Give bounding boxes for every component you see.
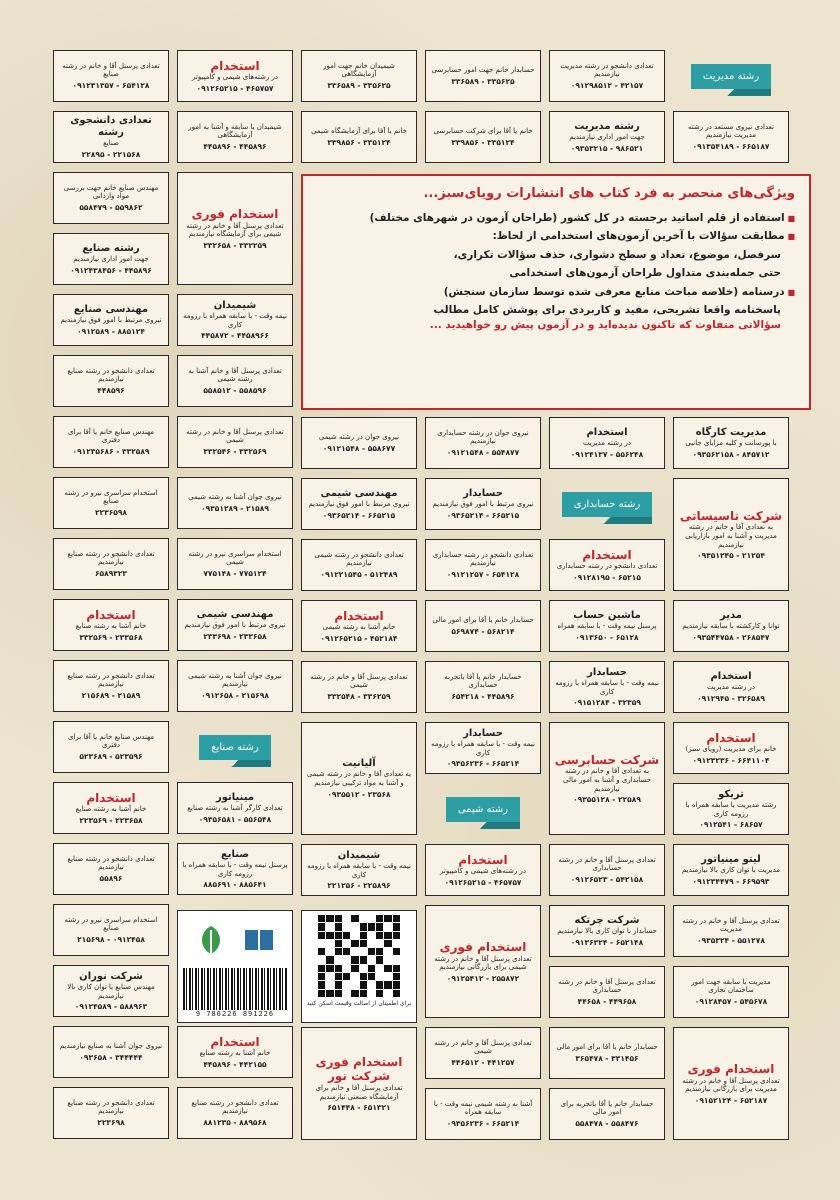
ad-phone: ۰۹۳۵۶۲۱۵۸ - ۸۴۵۷۱۲: [692, 449, 770, 459]
job-ad-card: [177, 294, 293, 346]
ad-text: خانم یا آقا برای آزمایشگاه شیمی: [311, 127, 407, 136]
ad-text: نیروی مرتبط با امور فوق نیازمندیم: [308, 500, 410, 509]
ad-text: حسابدار با توان کاری بالا نیازمندیم: [557, 927, 657, 936]
ad-phone: ۰۹۳۵۳۲۱۵ - ۹۸۶۵۲۱: [570, 143, 644, 153]
job-ad-card: [177, 538, 293, 590]
ad-title: حسابدار: [463, 727, 503, 739]
feature-highlight: سؤالاتی متفاوت که تاکنون ندیده‌اید و در آزمون پیش رو خواهیدید ...: [429, 319, 781, 332]
job-ad-card: [673, 905, 789, 957]
ad-title: شیمیدان: [213, 299, 257, 311]
ad-phone: ۰۹۱۲۱۵۴۸ - ۵۵۴۸۷۷: [446, 447, 520, 457]
job-ad-card: [177, 599, 293, 651]
job-ad-card: [53, 1026, 169, 1078]
ad-phone: ۰۹۱۲۶۵۲۱۵ - ۴۶۵۷۵۷: [196, 84, 274, 93]
ad-text: مدیریت با سابقه جهت امور ساختمان تجاری: [691, 977, 771, 995]
ad-title: ماشین حساب: [573, 610, 641, 622]
ad-title: استخدام: [710, 671, 752, 683]
job-ad-card: [673, 417, 789, 469]
ad-text: تعدادی دانشجو در رشته شیمی نیازمندیم: [314, 550, 404, 568]
job-ad-card: [301, 661, 417, 713]
ad-text: تعدادی پرسنل آقا و خانم در رشته حسابداری: [558, 977, 656, 995]
ad-text: تعدادی دانشجو در رشته صنایع نیازمندیم: [67, 366, 155, 384]
ad-text: تعدادی دانشجو در رشته صنایع نیازمندیم: [191, 1098, 279, 1116]
job-ad-card: [53, 721, 169, 773]
ad-text: نیروی مرتبط با امور فوق نیازمندیم: [432, 500, 534, 509]
ad-text: به تعدادی آقا و خانم در رشته شیمی و آشنا به مواد ترکیبی نیازمندیم: [306, 770, 412, 788]
ad-title: شرکت حسابرسی: [554, 752, 660, 767]
ad-text: خانم برای مدیریت (رویای سبز): [685, 745, 777, 754]
ad-text: توانا و کارکشته با سابقه نیازمندیم: [682, 622, 780, 631]
ad-phone: ۲۱۵۶۸۹ - ۲۱۵۸۹: [81, 690, 141, 700]
ad-phone: ۳۳۹۸۵۶ - ۳۳۵۱۲۴: [327, 137, 391, 147]
ad-title: صنایع: [220, 848, 250, 860]
ad-text: پرسنل نیمه وقت - با سابقه همراه: [557, 622, 657, 631]
job-ad-card: [673, 966, 789, 1018]
ad-phone: ۰۹۱۳۶۵۰ - ۶۵۱۲۸: [575, 632, 639, 642]
ad-title: مدیریت کارگاه: [695, 427, 767, 439]
ad-text: حسابدار خانم یا آقا باتجربه برای امور مالی: [560, 1099, 654, 1117]
ad-phone: ۳۳۶۵۸۹ - ۳۳۵۶۲۵: [451, 76, 515, 86]
job-ad-card: [301, 50, 417, 102]
ad-phone: ۰۹۳۵۶۵۸۱ - ۵۵۶۵۴۸: [198, 814, 272, 824]
ad-text: تعدادی دانشجو در رشته مدیریت نیازمندیم: [560, 61, 654, 79]
ad-phone: ۲۱۵۶۹۸ - ۰۹۱۲۴۵۸: [77, 934, 145, 944]
ad-text: مهندس صنایع با توان کاری بالا نیازمندیم: [67, 982, 155, 1000]
ad-text: خانم آشنا به رشته صنایع: [75, 805, 147, 814]
ad-text: تعدادی پرسنل آقا و خانم آشنا به رشته شیمی: [188, 366, 282, 384]
ad-text: تعدادی پرسنل آقا و خانم در رشته شیمی: [434, 1038, 532, 1056]
ad-text: حسابدار خانم یا آقا باتجربه حسابداری: [444, 672, 522, 690]
ad-title: استخدام: [706, 730, 756, 745]
job-ad-card: [425, 722, 541, 774]
ad-phone: ۰۹۱۲۳۱۳۵۷ - ۶۵۴۱۲۸: [72, 80, 150, 90]
ad-text: نیمه وقت - با سابقه همراه با رزومه کاری: [431, 739, 535, 757]
ad-phone: ۰۹۳۵۴۴۷۵۸ - ۲۶۸۵۴۷: [692, 632, 770, 642]
ad-phone: ۲۳۳۶۹۸ - ۲۳۳۶۵۸: [203, 631, 267, 641]
ad-title: استخدام: [210, 58, 260, 73]
ad-title: مینیاتور: [216, 792, 254, 804]
ad-title: لیتو مینیاتور: [701, 854, 761, 866]
ad-text: با پورسانت و کلیه مزایای جانبی: [685, 439, 777, 448]
ad-phone: ۴۴۶۵۱۲ - ۴۴۱۲۵۷: [451, 1057, 515, 1067]
job-ad-card: [53, 111, 169, 163]
job-ad-card: [549, 661, 665, 713]
ad-title: شرکت چرتکه: [574, 915, 640, 927]
ad-phone: ۰۹۱۲۸۴۵۷ - ۵۴۵۶۷۸: [694, 996, 768, 1006]
ad-text: نیمه وقت - با سابقه همراه با رزومه کاری: [555, 678, 659, 696]
features-title: ویژگی‌های منحصر به فرد کتاب های انتشارات رویای‌سبز...: [423, 186, 795, 201]
ad-phone: ۰۹۳۵۱۲۸۹ - ۲۱۵۸۹: [201, 503, 269, 513]
job-ad-card: [549, 966, 665, 1018]
job-ad-card: [177, 477, 293, 529]
category-ribbon: [673, 50, 789, 102]
ad-phone: ۳۶۵۴۷۸ - ۳۳۱۴۵۶: [575, 1053, 639, 1063]
ad-phone: ۰۹۱۳۵۴۱۸۹ - ۶۶۵۱۸۷: [692, 141, 770, 151]
job-ad-card: [549, 600, 665, 652]
ad-text: نیروی مرتبط با امور فوق نیازمندیم: [60, 316, 162, 325]
category-ribbon: [177, 721, 293, 773]
job-ad-card: [53, 782, 169, 834]
ad-title: استخدام: [210, 1034, 260, 1049]
job-ad-card: [425, 905, 541, 1018]
ad-phone: ۳۳۲۵۴۸ - ۳۳۶۲۵۹: [327, 691, 391, 701]
ad-text: به تعدادی آقا و خانم در رشته مدیریت و آشنا به امور بازاریابی نیازمندیم: [685, 523, 777, 549]
feature-item: ■ درسنامه (خلاصه مباحث منابع معرفی شده توسط سازمان سنجش): [317, 283, 795, 301]
ad-phone: ۲۲۳۵۶۹ - ۲۲۳۶۵۸: [79, 816, 143, 825]
ad-title: استخدام فوری: [439, 940, 527, 955]
ad-phone: ۴۴۶۵۸ - ۴۴۹۶۵۸: [577, 996, 637, 1006]
ad-phone: ۳۳۹۸۵۶ - ۳۳۵۱۲۴: [451, 137, 515, 147]
ad-phone: ۰۹۱۲۴۳۸۴۵۶ - ۴۴۵۸۹۶: [70, 265, 152, 275]
job-ad-card: [301, 539, 417, 591]
category-ribbon: [425, 783, 541, 835]
ad-text: در رشته‌های شیمی و کامپیوتر: [192, 73, 278, 82]
ad-text: حسابدار خانم یا آقا برای امور مالی: [432, 616, 534, 625]
qr-code-icon: [318, 915, 400, 997]
job-ad-card: [301, 417, 417, 469]
ad-text: نیروی جوان آشنا به رشته شیمی: [188, 493, 282, 502]
ad-phone: ۰۹۱۲۶۵۲۱۵ - ۴۵۲۱۸۴: [320, 634, 398, 643]
publisher-logos: [191, 915, 279, 964]
ad-text: خانم یا آقا برای شرکت حسابرسی: [433, 127, 533, 136]
ad-phone: ۰۹۳۵۳۲۴ - ۵۵۱۲۷۸: [697, 935, 765, 945]
job-ad-card: [177, 660, 293, 712]
job-ad-card: [53, 538, 169, 590]
qr-code-block[interactable]: [301, 910, 417, 1023]
ad-phone: ۰۹۳۶۵۲۱۴ - ۶۶۵۲۱۵: [446, 510, 520, 520]
ad-title: حسابدار: [463, 488, 503, 500]
ad-phone: ۰۹۳۵۵۱۲ - ۲۳۵۶۸: [327, 789, 391, 799]
ribbon-label: رشته مدیریت: [691, 64, 771, 89]
book-logo-icon: [239, 920, 279, 960]
ad-text: جهت امور اداری نیازمندیم: [569, 133, 645, 142]
job-ad-card: [673, 111, 789, 163]
job-ad-card: [53, 172, 169, 224]
ad-title: رشته مدیریت: [574, 121, 640, 133]
ad-text: تعدادی دانشجو در رشته صنایع نیازمندیم: [67, 549, 155, 567]
ad-phone: ۲۲۳۶۵۹۸: [94, 507, 128, 517]
ad-text: تعدادی پرسنل آقا و خانم در رشته حسابداری: [558, 855, 656, 873]
job-ad-card: [425, 844, 541, 896]
job-ad-card: [301, 600, 417, 652]
ad-text: شیمیدان با سابقه و آشنا به امور آزمایشگاهی: [188, 122, 282, 140]
job-ad-card: [53, 355, 169, 407]
ad-text: خانم آشنا به رشته صنایع: [75, 622, 147, 631]
ad-phone: ۰۹۱۳۶۳۲۴ - ۶۵۲۱۴۸: [570, 937, 644, 947]
ad-phone: ۴۴۵۸۹۶ - ۴۴۲۱۵۵: [203, 1060, 267, 1069]
ad-title: استخدام: [586, 427, 628, 439]
ad-title: استخدام: [582, 547, 632, 562]
job-ad-card: [673, 722, 789, 774]
job-ad-card: [549, 844, 665, 896]
job-ad-card: [425, 1027, 541, 1079]
job-ad-card: [673, 600, 789, 652]
feature-sub: سرفصل، موضوع، تعداد و سطح دشواری، حذف سؤالات تکراری،: [453, 248, 781, 261]
ad-phone: ۰۹۱۵۱۲۸۴ - ۳۲۳۵۹: [573, 698, 641, 708]
ad-phone: ۰۹۱۲۵۴۱۲ - ۲۵۵۸۷۲: [446, 973, 520, 983]
ad-text: استخدام سراسری نیرو در رشته صنایع: [64, 488, 158, 506]
job-ad-card: [673, 783, 789, 835]
job-ad-card: [177, 50, 293, 102]
ad-text: پرسنل نیمه وقت - با سابقه همراه با رزومه کاری: [182, 860, 288, 878]
job-ad-card: [177, 843, 293, 895]
job-ad-card: [425, 111, 541, 163]
job-ad-card: [53, 965, 169, 1017]
ad-title: شرکت تاسیساتی: [679, 508, 783, 523]
job-ad-card: [673, 1027, 789, 1140]
ad-text: تعدادی پرسنل آقا و خانم در رشته شیمی: [310, 672, 408, 690]
job-ad-card: [53, 416, 169, 468]
ad-phone: ۵۶۹۸۷۴ - ۵۶۸۲۱۴: [451, 626, 515, 636]
ad-phone: ۰۹۱۲۳۲۳۶ - ۶۶۴۱۱۰۴: [692, 756, 770, 765]
ad-phone: ۵۵۸۴۷۸ - ۵۵۸۴۷۶: [575, 1118, 639, 1128]
job-ad-card: [53, 50, 169, 102]
ad-text: تعدادی دانشجو در رشته صنایع نیازمندیم: [67, 1098, 155, 1116]
ad-phone: ۸۸۱۲۳۵ - ۸۸۹۵۶۸: [203, 1117, 267, 1127]
job-ad-card: [549, 539, 665, 591]
ad-text: مدیریت با توان کاری بالا نیازمندیم: [681, 866, 781, 875]
ad-text: مهندس صنایع خانم جهت بررسی مواد وارداتی: [63, 183, 159, 201]
job-ad-card: [673, 478, 789, 591]
ad-title: مهندسی شیمی: [196, 609, 274, 621]
ad-text: جهت امور اداری نیازمندیم: [73, 255, 149, 264]
ad-phone: ۰۹۱۲۸۱۹۵ - ۶۵۲۱۵: [573, 573, 641, 582]
job-ad-card: [177, 355, 293, 407]
ad-phone: ۰۹۱۲۶۵۲۱۵ - ۴۶۵۷۵۷: [444, 878, 522, 887]
ad-text: نیروی جوان در رشته شیمی: [318, 433, 400, 442]
job-ad-card: [549, 417, 665, 469]
ad-phone: ۰۹۳۶۵۸ - ۳۴۴۴۴۴: [79, 1052, 143, 1062]
ad-title: تعدادی دانشجوی رشته: [70, 114, 152, 139]
ad-phone: ۰۹۳۵۶۲۳۶ - ۶۶۵۲۱۴: [446, 759, 520, 769]
ad-phone: ۰۹۳۵۵۱۲۸ - ۲۲۵۸۹: [573, 795, 641, 805]
ad-title: مهندسی صنایع: [73, 304, 149, 316]
barcode: [183, 968, 287, 1010]
job-ad-card: [177, 172, 293, 285]
ad-title: آلیانیت: [342, 758, 376, 770]
ad-text: خانم آشنا به رشته شیمی: [322, 623, 396, 632]
feature-sub: حتی جمله‌بندی متداول طراحان آزمون‌های استخدامی: [509, 267, 781, 280]
ad-title: حسابدار: [587, 666, 627, 678]
ad-phone: ۳۳۲۵۴۶ - ۳۳۲۵۶۹: [203, 446, 267, 456]
ad-text: خانم آشنا به رشته صنایع: [199, 1049, 271, 1058]
ad-text: مهندس صنایع خانم یا آقا برای دفتری: [67, 427, 155, 445]
feature-item: ■ مطابقت سؤالات با آخرین آزمون‌های استخدامی از لحاظ:: [317, 227, 795, 245]
leaf-logo-icon: [191, 920, 231, 960]
ad-text: شیمیدان خانم جهت امور آزمایشگاهی: [323, 61, 395, 79]
ad-phone: ۵۵۸۵۱۲ - ۵۵۸۵۹۶: [203, 385, 267, 395]
ad-title: شرکت نوران: [79, 970, 143, 982]
ad-phone: ۵۵۸۹۶: [99, 873, 123, 883]
ad-text: به تعدادی آقا و خانم در رشته حسابداری و آشنا به امور مالی نیازمندیم: [563, 767, 651, 793]
ad-text: تعدادی پرسنل آقا و خانم در رشته شیمی برای بازرگانی نیازمندیم: [434, 954, 532, 972]
ad-title: استخدام: [86, 607, 136, 622]
ad-phone: ۰۹۱۲۵۸۹ - ۸۸۵۱۲۴: [77, 326, 145, 336]
job-ad-card: [53, 660, 169, 712]
job-ad-card: [177, 416, 293, 468]
job-ad-card: [177, 111, 293, 163]
ad-phone: ۰۹۱۲۶۵۸ - ۲۱۵۶۹۸: [201, 690, 269, 700]
features-box: [301, 174, 811, 410]
ad-text: رشته مدیریت با سابقه همراه با رزومه کاری: [685, 800, 777, 818]
ad-phone: ۶۵۱۴۴۸ - ۶۵۱۳۲۱: [327, 1103, 391, 1113]
job-ad-card: [425, 661, 541, 713]
job-ad-card: [425, 539, 541, 591]
job-ad-card: [53, 843, 169, 895]
category-ribbon: [549, 478, 665, 530]
feature-item: ■ استفاده از قلم اساتید برجسته در کل کشور (طراحان آزمون در شهرهای مختلف): [317, 209, 795, 227]
ad-phone: ۰۹۱۲۹۸۵۱۲ - ۴۲۱۵۷: [570, 80, 644, 90]
ad-phone: ۵۵۸۴۷۹ - ۵۵۹۸۶۲: [79, 202, 143, 212]
job-ad-card: [425, 600, 541, 652]
ad-phone: ۰۹۱۲۳۴۴۷۹ - ۶۶۹۵۹۳: [692, 876, 770, 886]
ad-text: استخدام سراسری نیرو در رشته شیمی: [188, 549, 282, 567]
ad-phone: ۰۹۱۲۱۲۵۷ - ۶۵۴۱۲۸: [446, 569, 520, 579]
ad-phone: ۰۹۱۵۲۱۲۴ - ۶۵۲۱۸۷: [694, 1095, 768, 1105]
ad-phone: ۰۹۱۲۲۱۵۴۵ - ۵۱۲۴۸۹: [320, 569, 398, 579]
ad-phone: ۰۹۱۲۶۵۲۳ - ۵۴۲۱۵۸: [570, 874, 644, 884]
ad-text: تعدادی پرسنل آقا و خانم در رشته مدیریت: [682, 916, 780, 934]
ad-text: نیمه وقت - با سابقه همراه با رزومه کاری: [183, 311, 287, 329]
ad-text: نیمه وقت - با سابقه همراه با رزومه کاری: [307, 861, 411, 879]
ad-text: آشنا به رشته شیمی نیمه وقت - با سابقه همراه: [433, 1099, 533, 1117]
ribbon-label: رشته حسابداری: [562, 492, 652, 517]
ad-text: تعدادی پرسنل آقا و خانم در رشته شیمی برای آزمایشگاه نیازمندیم: [186, 221, 284, 239]
job-ad-card: [549, 722, 665, 835]
job-ad-card: [301, 722, 417, 835]
ad-phone: ۴۴۵۸۷۲ - ۴۴۵۸۹۶۶: [201, 331, 269, 341]
ad-title: استخدام فوری: [191, 207, 279, 222]
ad-title: استخدام: [334, 608, 384, 623]
ad-phone: ۰۹۳۵۶۲۳۶ - ۶۶۵۲۱۴: [446, 1118, 520, 1128]
ad-phone: ۳۳۲۶۵۸ - ۳۳۲۲۵۹: [203, 240, 267, 250]
job-ad-card: [425, 1088, 541, 1140]
job-ad-card: [301, 844, 417, 896]
job-ad-card: [53, 477, 169, 529]
ad-text: نیروی جوان در رشته حسابداری نیازمندیم: [437, 428, 529, 446]
job-ad-card: [53, 233, 169, 285]
ad-text: حسابدار خانم یا آقا برای امور مالی: [556, 1043, 658, 1052]
ad-phone: ۰۹۱۲۴۱۳۷ - ۵۵۶۲۴۸: [570, 449, 644, 459]
job-ad-card: [301, 1027, 417, 1140]
ad-text: تعدادی پرسنل آقا و خانم در رشته صنایع: [62, 61, 160, 79]
job-ad-card: [549, 905, 665, 957]
ad-phone: ۲۲۳۶۹۸: [97, 1117, 125, 1127]
ad-text: حسابدار خانم جهت امور حسابرسی: [431, 66, 535, 75]
job-ad-card: [177, 782, 293, 834]
job-ad-card: [549, 1027, 665, 1079]
ad-text: تعدادی کارگر آشنا به رشته صنایع: [187, 804, 283, 813]
ribbon-label: رشته صنایع: [199, 735, 270, 760]
job-ad-card: [53, 294, 169, 346]
job-ad-card: [549, 1088, 665, 1140]
ad-text: نیروی جوان آشنا به رشته شیمی نیازمندیم: [188, 671, 282, 689]
ad-phone: ۰۹۱۲۴۵۸۹ - ۵۸۸۹۶۳: [74, 1002, 148, 1012]
ad-phone: ۰۹۳۵۱۲۴۵ - ۲۱۲۵۴: [697, 551, 765, 561]
job-ad-card: [177, 1026, 293, 1078]
ad-phone: ۳۳۶۵۸۹ - ۳۳۵۶۲۵: [327, 80, 391, 90]
job-ad-card: [549, 50, 665, 102]
ad-phone: ۶۵۴۲۱۸ - ۴۴۵۸۹۶: [451, 691, 515, 701]
ad-column: [53, 50, 169, 1139]
job-ad-card: [673, 661, 789, 713]
ad-text: تعدادی پرسنل آقا و خانم برای آزمایشگاه صنعتی نیازمندیم: [315, 1084, 403, 1101]
job-ad-card: [53, 599, 169, 651]
ad-phone: ۰۹۱۲۹۴۵ - ۳۲۶۵۸۹: [697, 693, 765, 703]
barcode-number: 9 786226 891226: [195, 1010, 275, 1018]
ad-title: تریکو: [718, 788, 744, 800]
ad-phone: ۰۹۳۶۵۲۱۴ - ۶۶۵۲۱۵: [322, 510, 396, 520]
ad-phone: ۰۹۱۲۳۵۶۸۶ - ۳۳۲۵۸۹: [72, 446, 150, 456]
ad-phone: ۰۹۱۲۱۵۴۸ - ۵۵۸۶۷۷: [322, 443, 396, 453]
ad-title: شیمیدان: [337, 849, 381, 861]
ad-phone: ۴۴۵۸۹۶ - ۴۴۵۸۹۶: [203, 141, 267, 151]
job-ad-card: [673, 844, 789, 896]
ad-text: صنایع: [103, 139, 119, 148]
ribbon-label: رشته شیمی: [446, 797, 520, 822]
ad-text: تعدادی دانشجو در رشته صنایع نیازمندیم: [67, 671, 155, 689]
ad-title: رشته صنایع: [82, 243, 140, 255]
ad-text: در رشته مدیریت: [582, 439, 632, 448]
ad-title: استخدام فوری شرکت نور: [315, 1054, 403, 1084]
ad-phone: ۴۴۸۵۹۶: [97, 385, 125, 395]
ad-title: مهندسی شیمی: [320, 488, 398, 500]
publisher-barcode-block: [177, 910, 293, 1023]
ad-text: در رشته مدیریت: [706, 683, 756, 692]
ad-text: نیروی مرتبط با امور فوق نیازمندیم: [184, 621, 286, 630]
qr-caption: برای اطمینان از اصالت وقیمت اسکن کنید: [306, 1000, 412, 1007]
job-ad-card: [301, 111, 417, 163]
ad-text: تعدادی نیروی مستعد در رشته مدیریت نیازمندیم: [688, 122, 774, 140]
ad-phone: ۷۷۵۱۴۸ - ۷۷۵۱۲۴: [203, 568, 267, 578]
ad-text: تعدادی پرسنل آقا و خانم در رشته مدیریت برای بازرگانی نیازمندیم: [682, 1076, 780, 1094]
ad-phone: ۶۵۸۹۳۲۳: [94, 568, 128, 578]
ad-phone: ۲۲۸۹۵ - ۲۲۱۵۶۸: [81, 149, 141, 159]
job-ad-card: [425, 50, 541, 102]
ad-phone: ۵۲۳۶۸۹ - ۵۲۳۵۹۶: [79, 751, 143, 761]
ad-text: مهندس صنایع خانم یا آقا برای دفتری: [67, 732, 155, 750]
ad-phone: ۸۸۵۶۹۱ - ۸۸۵۶۴۱: [203, 880, 267, 890]
job-ad-card: [177, 1087, 293, 1139]
ad-text: تعدادی دانشجو در رشته حسابداری نیازمندیم: [432, 550, 534, 568]
ad-text: استخدام سراسری نیرو در رشته صنایع: [64, 915, 158, 933]
ad-phone: ۲۲۱۲۵۶ - ۲۲۵۸۹۶: [327, 881, 391, 891]
job-ad-card: [425, 417, 541, 469]
job-ad-card: [53, 904, 169, 956]
ad-text: در رشته‌های شیمی و کامپیوتر: [440, 867, 526, 876]
job-ad-card: [549, 111, 665, 163]
ad-title: مدیر: [720, 610, 742, 622]
job-ad-card: [425, 478, 541, 530]
ad-phone: ۳۳۲۵۶۹ - ۲۳۳۵۶۸: [79, 633, 143, 642]
feature-sub: پاسخنامه واقعا تشریحی، مفید و کاربردی برای پوشش کامل مطالب: [433, 303, 781, 316]
ad-phone: ۰۹۱۲۵۴۱ - ۶۸۶۵۷: [699, 820, 763, 830]
ad-text: تعدادی پرسنل آقا و خانم در رشته شیمی: [186, 427, 284, 445]
ad-text: تعدادی دانشجو در رشته حسابداری: [556, 562, 658, 571]
ad-text: نیروی جوان آشنا به صنایع نیازمندیم: [59, 1042, 163, 1051]
ad-title: استخدام: [86, 790, 136, 805]
ad-text: تعدادی دانشجو در رشته صنایع نیازمندیم: [67, 854, 155, 872]
ad-title: استخدام فوری: [687, 1062, 775, 1077]
ad-title: استخدام: [458, 852, 508, 867]
job-ad-card: [301, 478, 417, 530]
job-ad-card: [53, 1087, 169, 1139]
